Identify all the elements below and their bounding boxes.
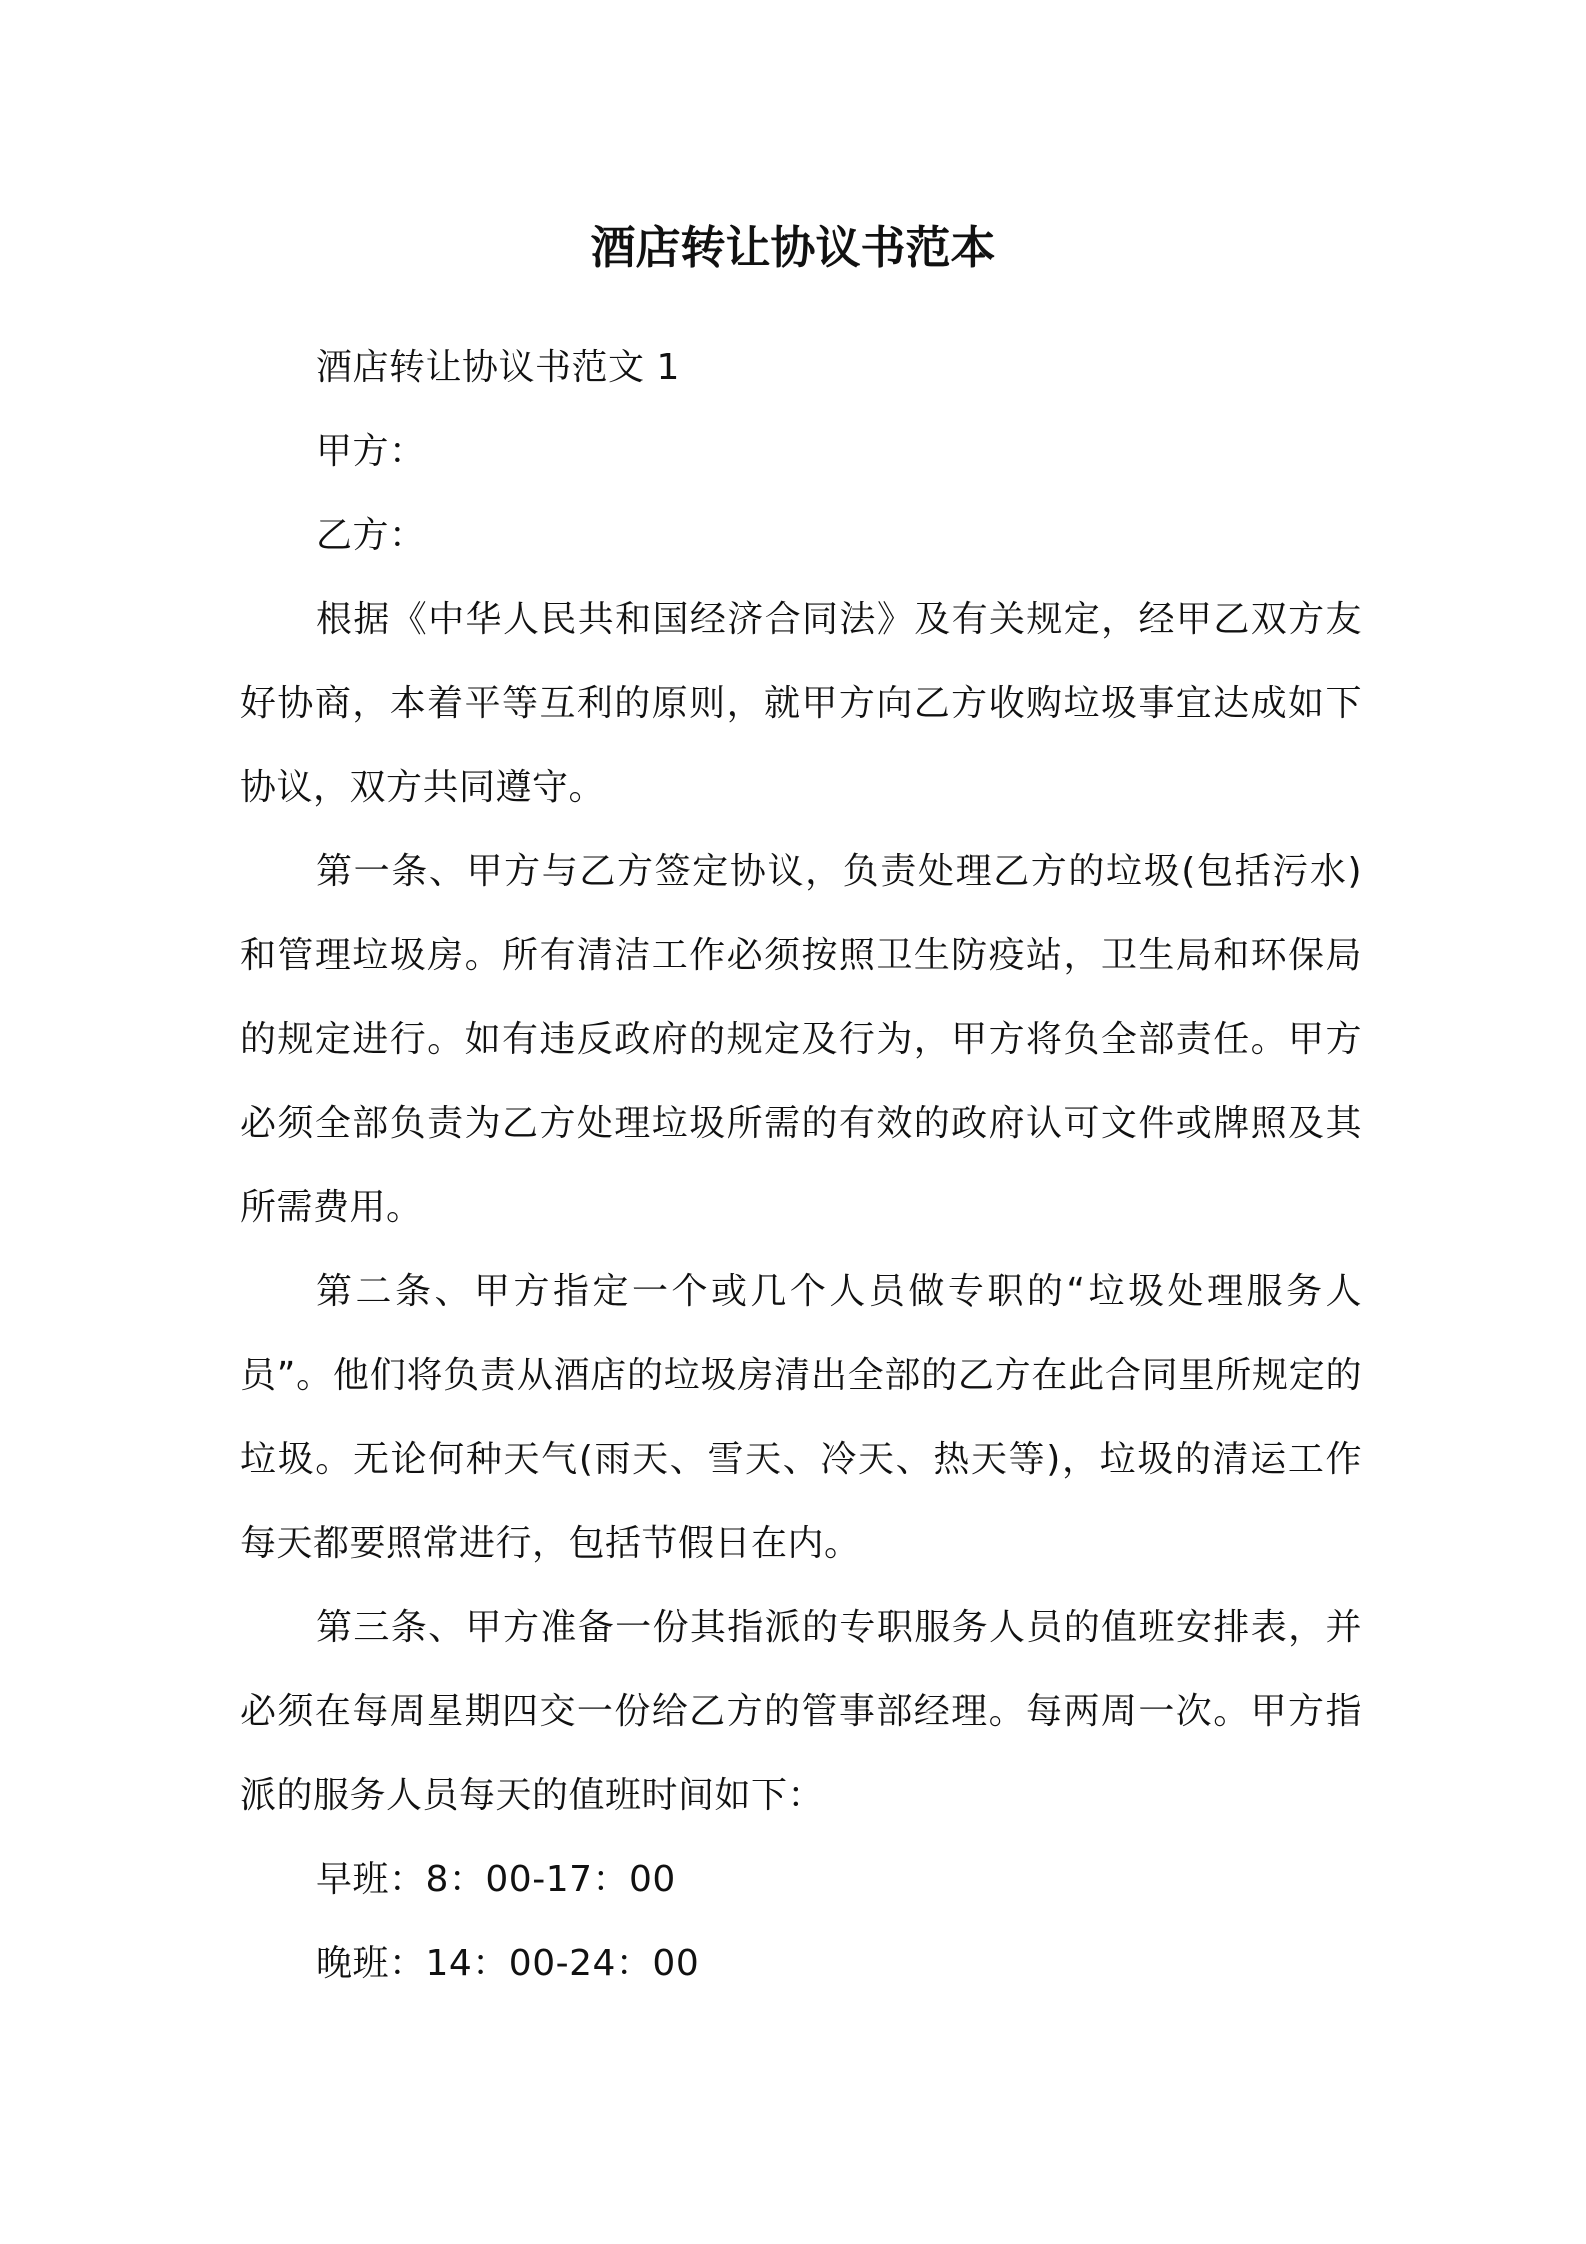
preamble-paragraph: 根据《中华人民共和国经济合同法》及有关规定，经甲乙双方友好协商，本着平等互利的原则，就甲方向乙方收购垃圾事宜达成如下协议，双方共同遵守。 bbox=[240, 599, 1362, 808]
party-b-line: 乙方： bbox=[316, 515, 426, 556]
section-heading: 酒店转让协议书范文 1 bbox=[316, 347, 680, 388]
party-a-line: 甲方： bbox=[316, 431, 426, 472]
morning-shift-line: 早班：8：00-17：00 bbox=[316, 1859, 676, 1900]
article-1-paragraph: 第一条、甲方与乙方签定协议，负责处理乙方的垃圾(包括污水)和管理垃圾房。所有清洁工作必须按照卫生防疫站，卫生局和环保局的规定进行。如有违反政府的规定及行为，甲方将负全部责任。甲方必须全部负责为乙方处理垃圾所需的有效的政府认可文件或牌照及其所需费用。 bbox=[240, 851, 1362, 1228]
document-body bbox=[240, 326, 1362, 2006]
evening-shift-line: 晚班：14：00-24：00 bbox=[316, 1943, 700, 1984]
article-2-paragraph: 第二条、甲方指定一个或几个人员做专职的“垃圾处理服务人员”。他们将负责从酒店的垃圾房清出全部的乙方在此合同里所规定的垃圾。无论何种天气(雨天、雪天、冷天、热天等)，垃圾的清运工作每天都要照常进行，包括节假日在内。 bbox=[240, 1271, 1362, 1564]
document-title: 酒店转让协议书范本 bbox=[590, 221, 996, 274]
article-3-paragraph: 第三条、甲方准备一份其指派的专职服务人员的值班安排表，并必须在每周星期四交一份给乙方的管事部经理。每两周一次。甲方指派的服务人员每天的值班时间如下： bbox=[240, 1607, 1362, 1816]
